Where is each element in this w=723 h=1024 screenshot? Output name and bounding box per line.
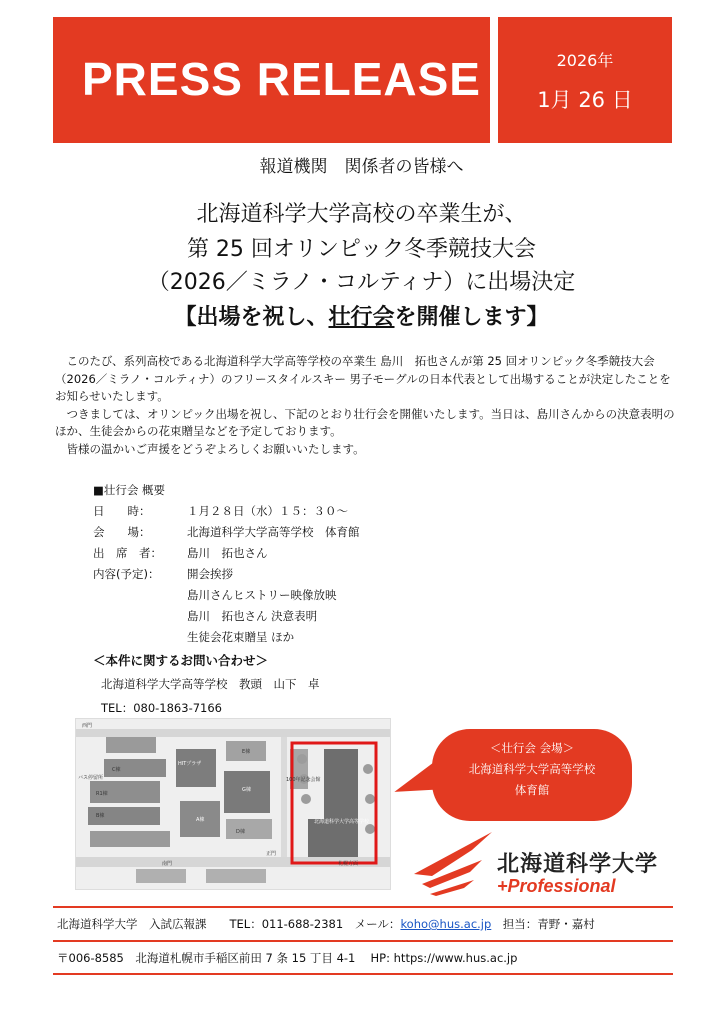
callout-title: ＜壮行会 会場＞ [489,741,575,755]
outline-content-row [93,564,360,585]
attendee-value: 島川 拓也さん [187,546,268,560]
footer-rule [53,973,673,975]
venue-value: 北海道科学大学高等学校 体育館 [187,525,360,539]
email-link[interactable]: koho@hus.ac.jp [400,917,492,931]
headline-line-2: 第 25 回オリンピック冬季競技大会 [186,237,537,262]
venue-label: 会 場： [93,525,151,539]
contact-tel: TEL：080-1863-7166 [101,701,222,715]
attendee-label: 出 席 者： [93,546,162,560]
outline-date-row [93,501,360,522]
recipients: 報道機関 関係者の皆様へ [259,157,464,177]
press-release-title: PRESS RELEASE [82,53,481,105]
outline-attendee-row [93,543,360,564]
content-item: 生徒会花束贈呈 ほか [187,630,295,644]
headline-line-3: （2026／ミラノ・コルティナ）に出場決定 [147,270,576,295]
content-item: 島川 拓也さん 決意表明 [187,609,318,623]
map-label: G棟 [242,787,251,793]
release-year: 2026年 [556,51,614,70]
date-value: １月２８日（水）１５：３０～ [187,504,348,518]
footer-rule [53,906,673,908]
map-label: 札幌方面 [338,861,359,867]
map-label: R1棟 [96,791,108,797]
body-paragraph-3: 皆様の温かいご声援をどうぞよろしくお願いいたします。 [55,441,365,456]
footer-rule [53,940,673,942]
callout-gym: 体育館 [514,783,550,797]
content-item: 島川さんヒストリー映像放映 [187,588,337,602]
outline-venue-row [93,522,360,543]
map-label: HITプラザ [178,761,202,767]
map-label: バス停留所 [78,775,104,781]
callout-school: 北海道科学大学高等学校 [468,762,596,776]
headline-4-pre: 【出場を祝し、 [174,305,329,330]
content-item: 開会挨拶 [187,567,233,581]
content-label: 内容(予定)： [93,567,160,581]
body-text [55,353,675,458]
footer-address: 〒006-8585 北海道札幌市手稲区前田 7 条 15 丁目 4-1 HP: https://www.hus.ac.jp [57,951,518,965]
contact-heading: ＜本件に関するお問い合わせ＞ [93,653,269,668]
contact-person: 北海道科学大学高等学校 教頭 山下 卓 [101,677,320,691]
university-tagline: +Professional [497,876,616,896]
university-name: 北海道科学大学 [497,852,659,877]
campus-map-drawing [76,719,391,890]
map-label: C棟 [112,767,121,773]
release-date: 1月 26 日 [537,88,633,112]
map-label: D棟 [236,829,245,835]
outline-heading: ■壮行会 概要 [93,483,166,497]
footer-staff: 担当：青野・嘉村 [491,917,595,931]
date-label: 日 時： [93,504,151,518]
map-label: 正門 [266,851,277,857]
map-label: 北海道科学大学高等学校 [314,819,370,825]
footer-dept: 北海道科学大学 入試広報課 TEL：011-688-2381 メール： [57,917,401,931]
headline-line-4 [0,300,723,335]
headline-4-underlined: 壮行会 [328,305,395,330]
campus-map [75,718,391,890]
map-label: 100年記念会館 [286,777,321,783]
map-label: 西門 [82,723,93,729]
headline-line-1: 北海道科学大学高校の卒業生が、 [196,202,527,227]
map-label: 南門 [162,861,173,867]
footer-contact [57,916,595,932]
headline-4-post: を開催します】 [394,305,549,330]
venue-callout [432,729,632,821]
map-label: B棟 [96,813,105,819]
university-logo-icon [412,830,494,898]
date-box [498,17,672,143]
map-label: E棟 [242,749,251,755]
event-outline [93,480,360,719]
map-label: A棟 [196,817,205,823]
body-paragraph-2: つきましては、オリンピック出場を祝し、下記のとおり壮行会を開催いたします。当日は、島川さんからの決意表明のほか、生徒会からの花束贈呈などを予定しております。 [55,406,675,438]
body-paragraph-1: このたび、系列高校である北海道科学大学高等学校の卒業生 島川 拓也さんが第 25 回オリンピック冬季競技大会（2026／ミラノ・コルティナ）のフリースタイルスキー 男子モーグルの日本代表として出場することが決定したことをお知らせいたします。 [55,354,671,403]
